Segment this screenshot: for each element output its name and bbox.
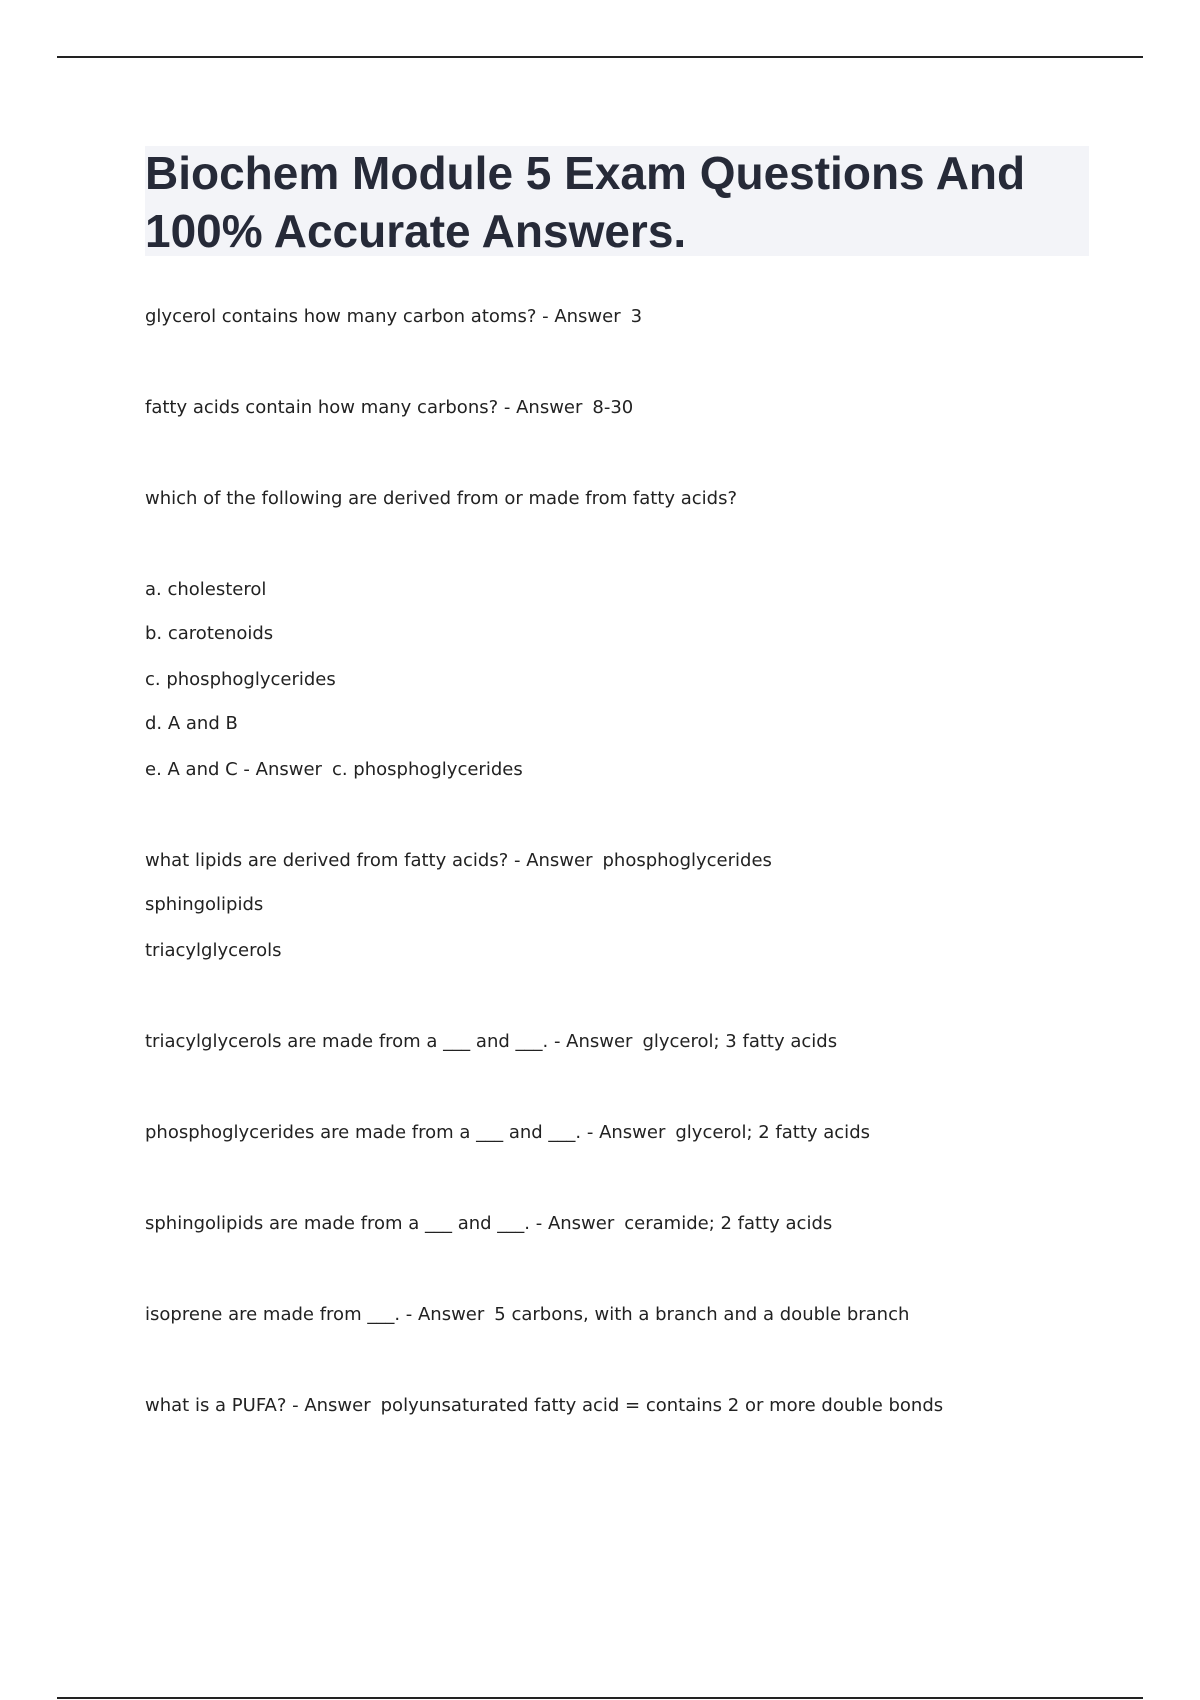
- qa-line: [145, 1030, 837, 1054]
- question-text: phosphoglycerides are made from a ___ and ___. - Answer: [145, 1122, 666, 1143]
- answer-continuation: [145, 939, 292, 963]
- question-text: what is a PUFA? - Answer: [145, 1395, 371, 1416]
- answer-text: ceramide; 2 fatty acids: [624, 1213, 833, 1234]
- question-text: isoprene are made from ___. - Answer: [145, 1304, 485, 1325]
- top-rule: [57, 56, 1143, 58]
- qa-line: [145, 487, 747, 511]
- option-line: [145, 578, 276, 602]
- option-text: b. carotenoids: [145, 623, 274, 644]
- qa-line: [145, 849, 772, 873]
- qa-line: [145, 396, 633, 420]
- option-line: [145, 712, 248, 736]
- bottom-rule: [57, 1697, 1143, 1699]
- option-line: [145, 758, 523, 782]
- question-text: triacylglycerols are made from a ___ and ___. - Answer: [145, 1031, 633, 1052]
- answer-text: 5 carbons, with a branch and a double branch: [494, 1304, 910, 1325]
- qa-line: [145, 1212, 832, 1236]
- qa-line: [145, 1121, 870, 1145]
- answer-text: phosphoglycerides: [602, 850, 772, 871]
- answer-text: triacylglycerols: [145, 940, 282, 961]
- qa-line: [145, 1394, 943, 1418]
- answer-text: polyunsaturated fatty acid = contains 2 or more double bonds: [380, 1395, 944, 1416]
- answer-text: glycerol; 3 fatty acids: [642, 1031, 838, 1052]
- question-text: what lipids are derived from fatty acids? - Answer: [145, 850, 593, 871]
- answer-text: sphingolipids: [145, 894, 264, 915]
- answer-text: glycerol; 2 fatty acids: [675, 1122, 870, 1143]
- option-text: e. A and C - Answer: [145, 759, 322, 780]
- document-title: Biochem Module 5 Exam Questions And 100% Accurate Answers.: [145, 147, 1026, 257]
- option-text: a. cholesterol: [145, 579, 267, 600]
- qa-line: [145, 1303, 909, 1327]
- option-line: [145, 668, 346, 692]
- question-text: fatty acids contain how many carbons? - Answer: [145, 397, 583, 418]
- qa-line: [145, 305, 642, 329]
- answer-text: c. phosphoglycerides: [331, 759, 523, 780]
- option-text: c. phosphoglycerides: [145, 669, 336, 690]
- answer-continuation: [145, 893, 273, 917]
- option-text: d. A and B: [145, 713, 238, 734]
- answer-text: 3: [630, 306, 643, 327]
- option-line: [145, 622, 283, 646]
- question-text: which of the following are derived from or made from fatty acids?: [145, 488, 738, 509]
- question-text: glycerol contains how many carbon atoms? - Answer: [145, 306, 621, 327]
- question-text: sphingolipids are made from a ___ and ___. - Answer: [145, 1213, 615, 1234]
- answer-text: 8-30: [592, 397, 634, 418]
